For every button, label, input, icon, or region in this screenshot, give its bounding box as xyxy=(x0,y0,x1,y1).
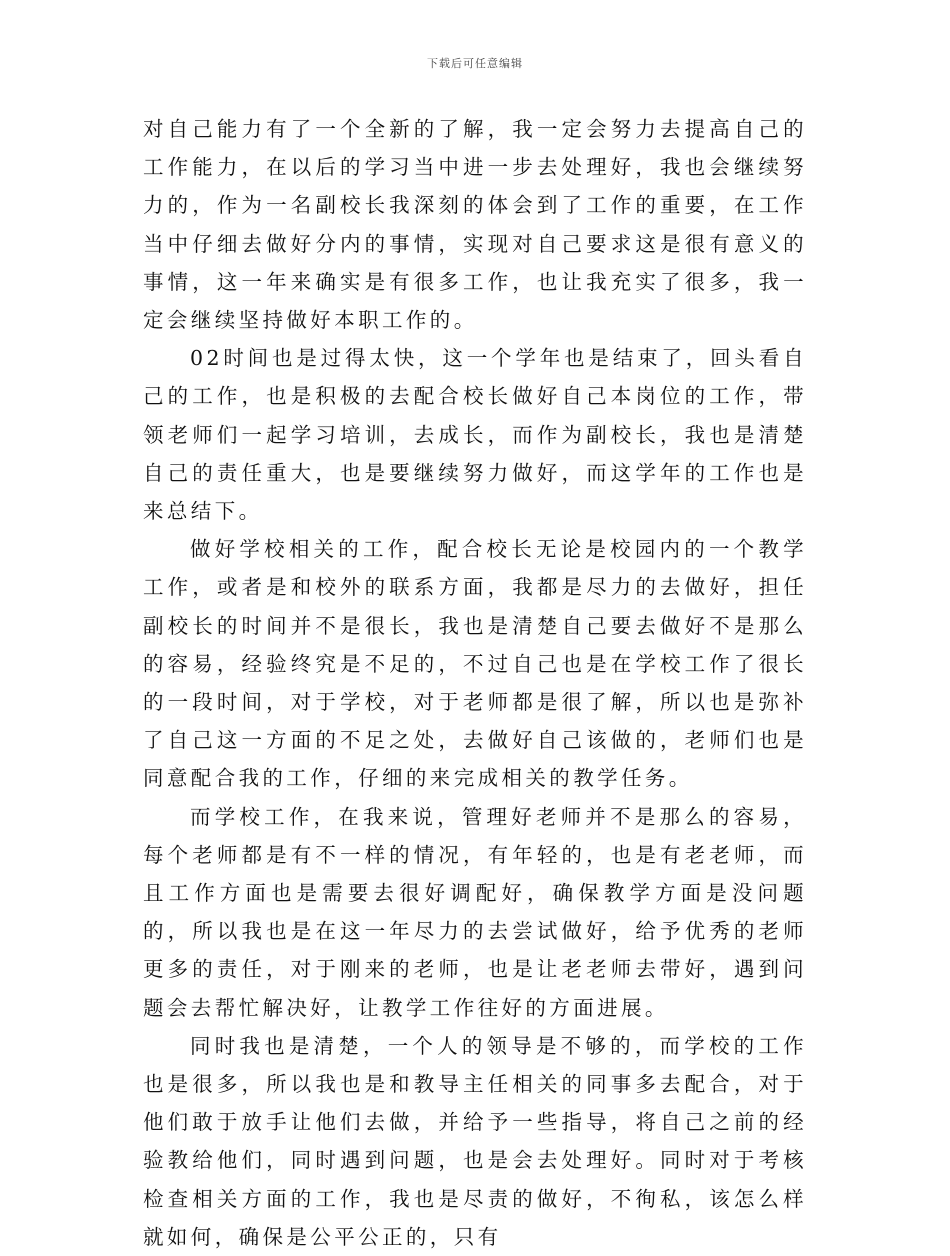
paragraph-1: 对自己能力有了一个全新的了解，我一定会努力去提高自己的工作能力，在以后的学习当中进一步去处理好，我也会继续努力的，作为一名副校长我深刻的体会到了工作的重要，在工作当中仔细去做好分内的事情，实现对自己要求这是很有意义的事情，这一年来确实是有很多工作，也让我充实了很多，我一定会继续坚持做好本职工作的。 xyxy=(143,117,807,333)
paragraph-3: 做好学校相关的工作，配合校长无论是校园内的一个教学工作，或者是和校外的联系方面，我都是尽力的去做好，担任副校长的时间并不是很长，我也是清楚自己要去做好不是那么的容易，经验终究是不足的，不过自己也是在学校工作了很长的一段时间，对于学校，对于老师都是很了解，所以也是弥补了自己这一方面的不足之处，去做好自己该做的，老师们也是同意配合我的工作，仔细的来完成相关的教学任务。 xyxy=(143,537,807,791)
page-header: 下载后可任意编辑 xyxy=(427,57,523,70)
document-body xyxy=(143,110,807,1256)
paragraph-2: 02时间也是过得太快，这一个学年也是结束了，回头看自己的工作，也是积极的去配合校长做好自己本岗位的工作，带领老师们一起学习培训，去成长，而作为副校长，我也是清楚自己的责任重大，也是要继续努力做好，而这学年的工作也是来总结下。 xyxy=(143,346,807,524)
paragraph-5: 同时我也是清楚，一个人的领导是不够的，而学校的工作也是很多，所以我也是和教导主任相关的同事多去配合，对于他们敢于放手让他们去做，并给予一些指导，将自己之前的经验教给他们，同时遇到问题，也是会去处理好。同时对于考核检查相关方面的工作，我也是尽责的做好，不徇私，该怎么样就如何，确保是公平公正的，只有 xyxy=(143,1033,807,1249)
paragraph-4: 而学校工作，在我来说，管理好老师并不是那么的容易，每个老师都是有不一样的情况，有年轻的，也是有老老师，而且工作方面也是需要去很好调配好，确保教学方面是没问题的，所以我也是在这一年尽力的去尝试做好，给予优秀的老师更多的责任，对于刚来的老师，也是让老老师去带好，遇到问题会去帮忙解决好，让教学工作往好的方面进展。 xyxy=(143,804,807,1020)
